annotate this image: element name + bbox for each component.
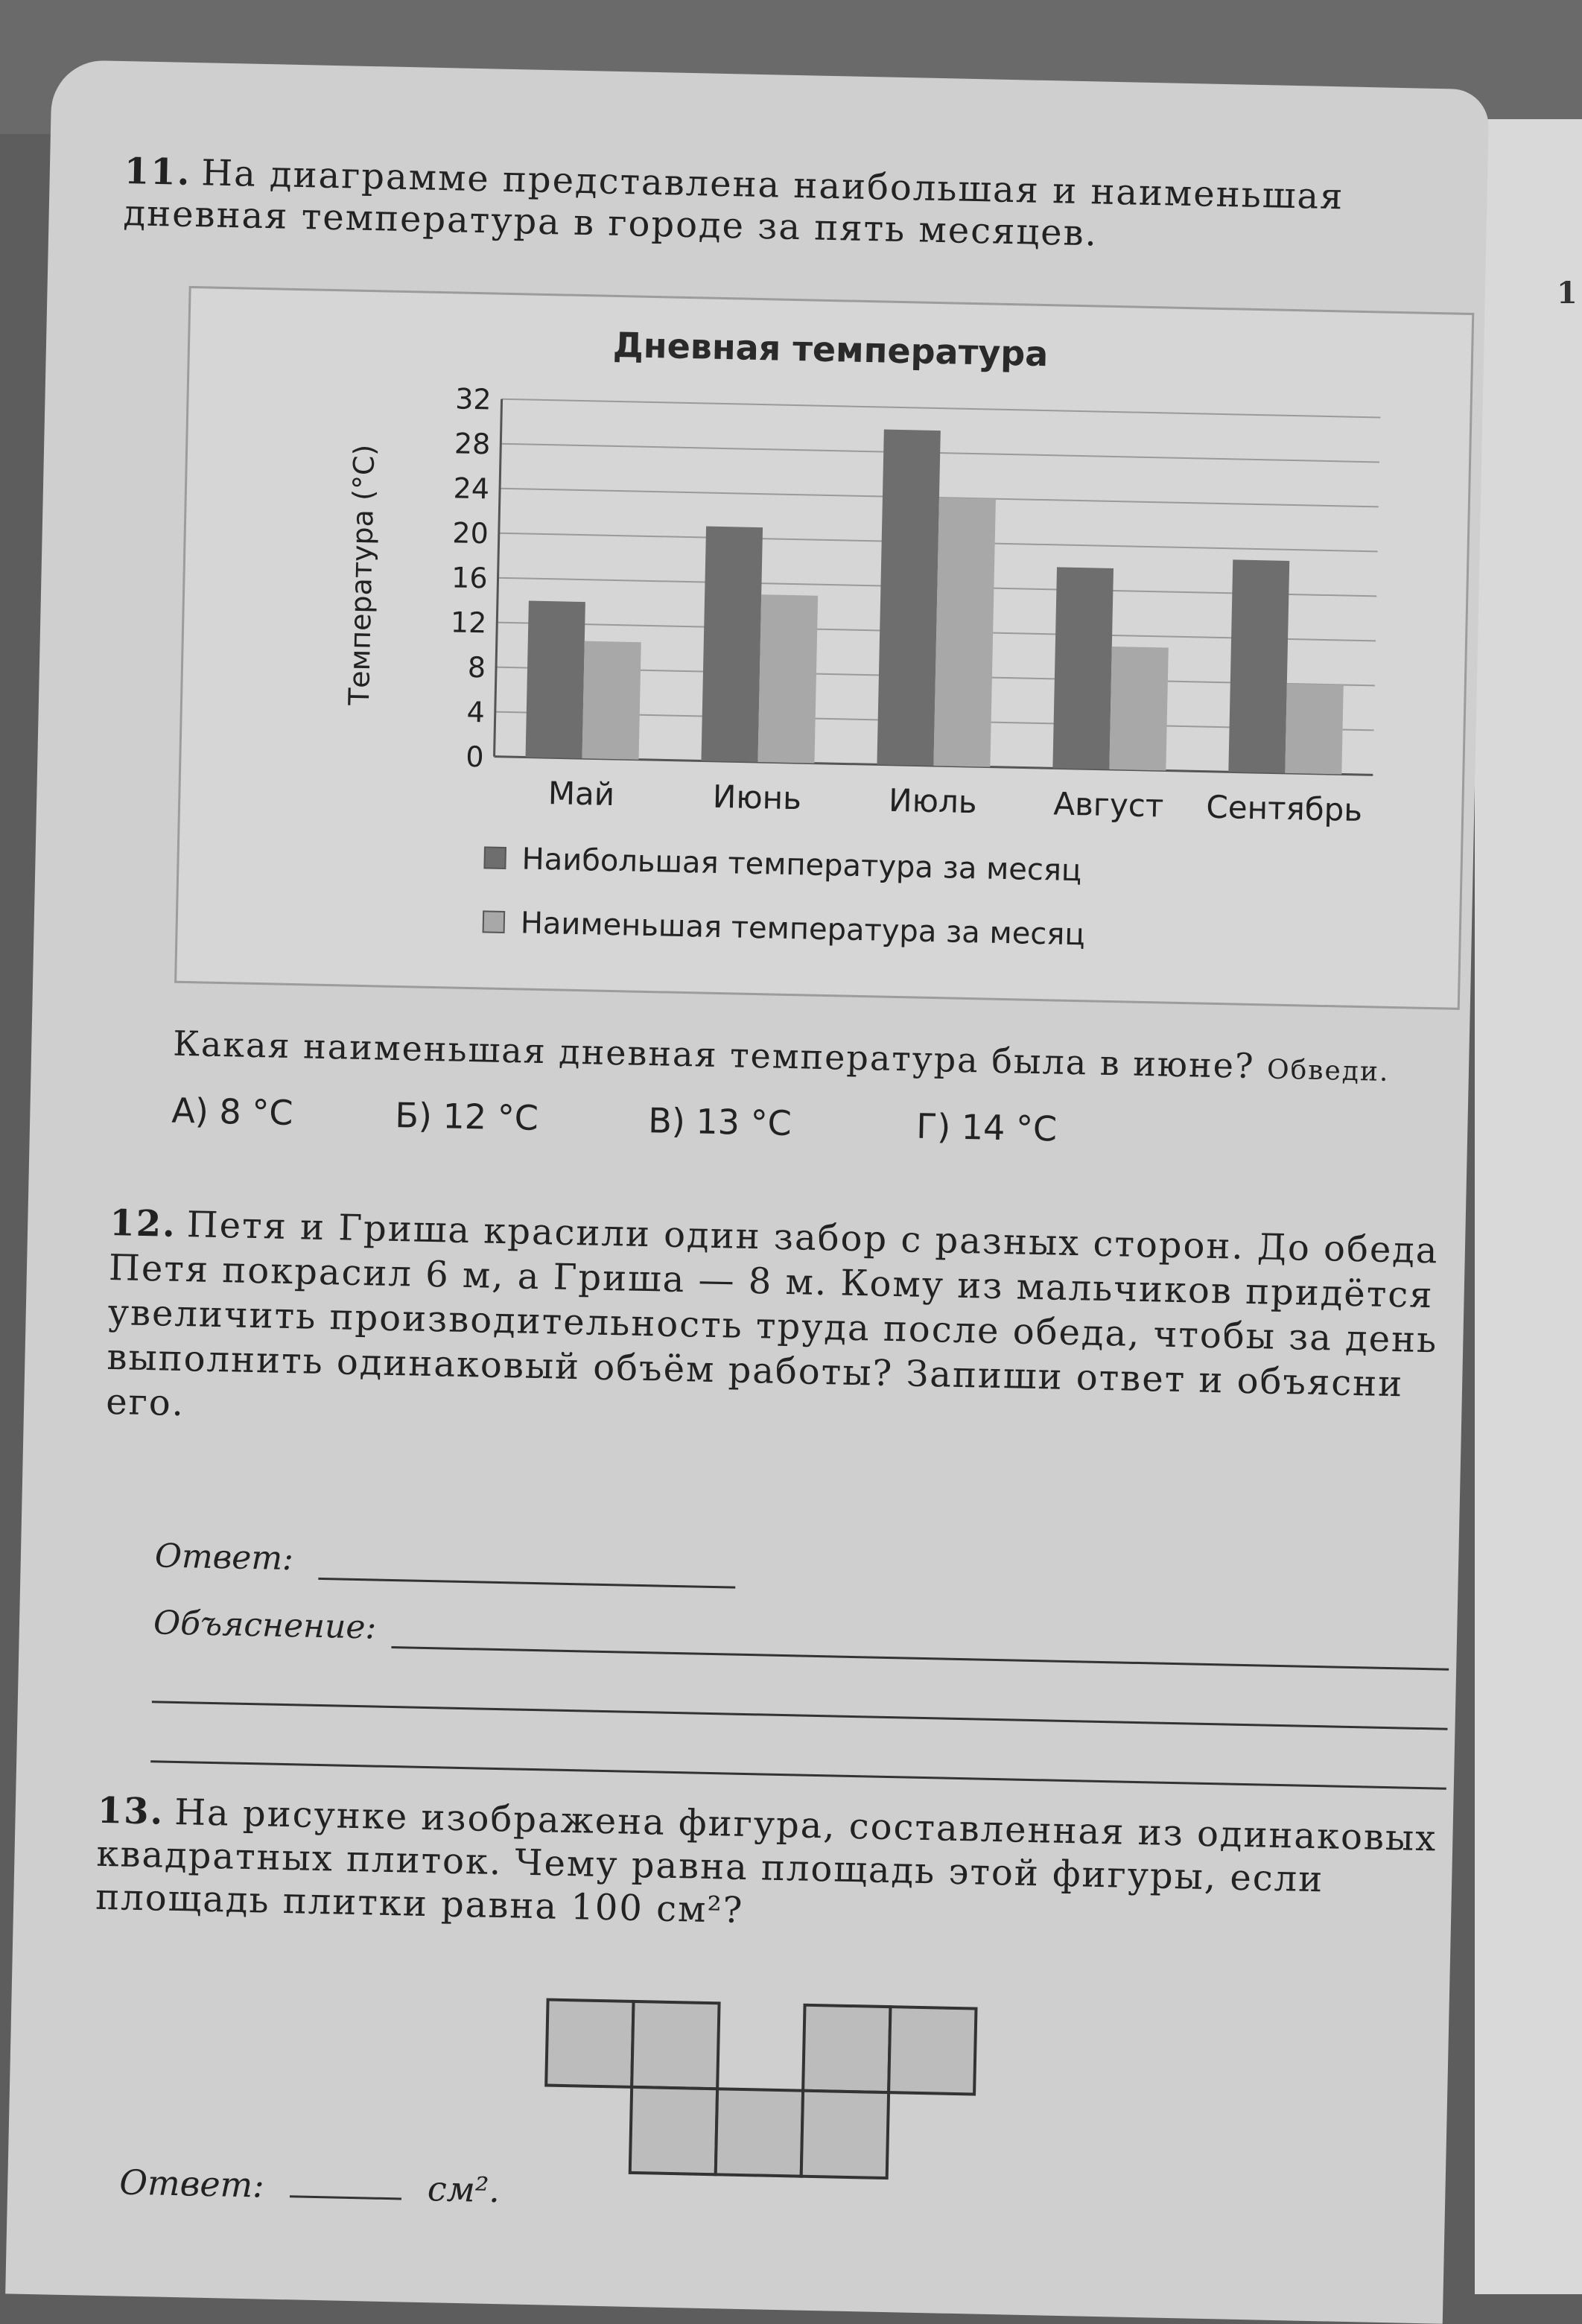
question-instruction: Обведи. [1266,1054,1390,1088]
y-tick-label: 8 [467,650,486,685]
task-13-body: На рисунке изображена фигура, составленная из одинаковых квадратных плиток. Чему равна площадь этой фигуры, если площадь плитки равна 100 см²? [95,1791,1438,1931]
legend-label: Наименьшая температура за месяц [520,906,1086,953]
y-axis-label: Температура (°С) [342,444,381,706]
option-b[interactable]: Б) 12 °С [394,1094,539,1138]
y-tick-label: 24 [453,472,490,506]
page-number: 1 [1557,276,1578,311]
tile [546,2000,633,2087]
x-tick-label: Сентябрь [1205,788,1363,829]
workbook-page [5,60,1489,2324]
chart-title: Дневная температура [612,324,1049,375]
y-tick-label: 20 [451,516,489,550]
option-c[interactable]: В) 13 °С [647,1100,792,1144]
task-12-body: Петя и Гриша красили один забор с разных сторон. До обеда Петя покрасил 6 м, а Гриша — 8 м. Кому из мальчиков придётся увеличить производительность труда после обеда, чтобы за день выполнить одинаковый объём работы? Запиши ответ и объясни его. [105,1204,1440,1425]
y-tick-label: 16 [451,561,489,595]
tile [716,2089,803,2176]
y-tick-label: 28 [454,427,491,461]
y-tick-label: 12 [450,606,487,640]
tile [803,2005,890,2092]
y-tick-label: 0 [465,740,484,774]
task-12-number: 12. [109,1201,177,1245]
x-tick-label: Август [1052,785,1164,825]
y-tick-label: 32 [454,382,492,416]
right-page-edge [1475,119,1582,2294]
tile [630,2087,717,2174]
option-a[interactable]: А) 8 °С [171,1090,294,1134]
task-13-answer-blank[interactable] [290,2195,401,2200]
task-11-body: На диаграмме представлена наибольшая и наименьшая дневная температура в городе за пять месяцев. [123,152,1344,255]
option-d[interactable]: Г) 14 °С [915,1105,1058,1149]
tile [632,2001,719,2089]
y-tick-label: 4 [466,695,486,729]
question-text: Какая наименьшая дневная температура была в июне? [172,1023,1256,1087]
task-11-number: 11. [124,150,191,194]
tile [801,2091,889,2178]
task-12-answer-label: Ответ: [154,1537,294,1578]
x-tick-label: Июнь [712,778,802,817]
task-13-number: 13. [97,1789,165,1833]
tile [889,2007,976,2094]
legend-label: Наибольшая температура за месяц [521,842,1082,889]
task-12-explanation-label: Объяснение: [153,1604,377,1647]
task-13-answer-label: Ответ: [118,2162,265,2206]
task-13-answer [119,2162,501,2211]
x-tick-label: Июль [888,781,978,821]
tile-figure [5,60,1489,2324]
task-13-unit: см². [427,2168,501,2211]
x-tick-label: Май [547,775,615,813]
